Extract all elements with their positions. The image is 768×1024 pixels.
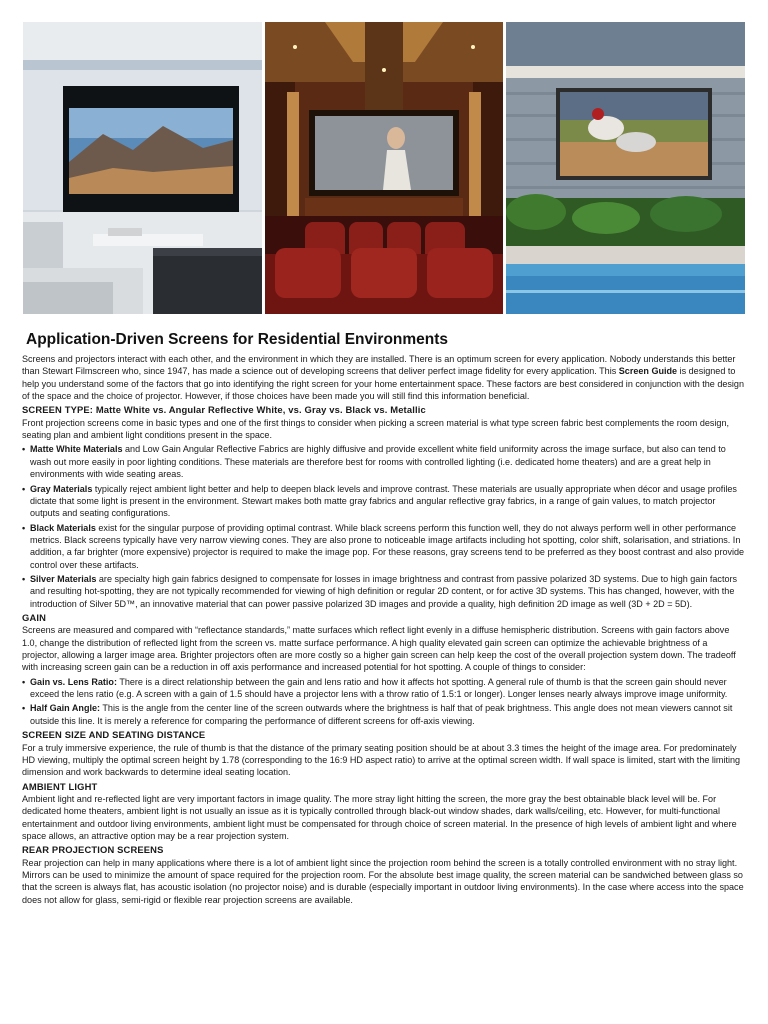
screen-type-paragraph: Front projection screens come in basic types and one of the first things to consider when picking a screen material is what type screen fabric best complements the room design, seating plan and ambient light conditions present in the space. bbox=[22, 417, 730, 441]
list-item: • Half Gain Angle: This is the angle from the center line of the screen outwards where the brightness is half that of peak brightness. This angle does not mean viewers cannot sit outside this line. It is merely a reference for comparing the performance of different screens for off-axis viewing. bbox=[22, 702, 746, 727]
list-item: • Black Materials exist for the singular purpose of providing optimal contrast. While black screens perform this function well, they do not always perform well in other performance metrics. Black screens typically have very narrow viewing cones. They are also prone to noticeable image artifacts including hot spotting, color shift, solarisation, and striations. In addition, a far brighter (more expensive) projector is required to make the image pop. For these reasons, gray screens tend to be preferred as they boost contrast and also provide control over these artifacts. bbox=[22, 522, 746, 571]
living-room-photo bbox=[23, 22, 262, 314]
outdoor-pool-photo bbox=[506, 22, 745, 314]
page-title: Application-Driven Screens for Residential Environments bbox=[26, 331, 449, 348]
gain-list bbox=[22, 676, 746, 727]
gain-paragraph: Screens are measured and compared with “reflectance standards,” matte surfaces which reflect light evenly in a diffuse hemispheric distribution. Screens with gain factors above 1.0, change the distribution of reflected light from the screen vs. matte surface performance. A high quality elevated gain screen can optimize the achievable brightness of a projector, allowing a larger image area. Brighter projectors often are more costly so a higher gain screen can help keep the cost of the overall projection system down. The tradeoff with increasing screen gain can be a reduction in off axis performance and increased potential for hot spotting. A couple of things to consider: bbox=[22, 625, 736, 673]
screen-size-heading: SCREEN SIZE AND SEATING DISTANCE bbox=[22, 729, 206, 741]
list-item: • Gray Materials typically reject ambient light better and help to deepen black levels and improve contrast. These materials are usually appropriate when décor and usage profiles dictate that some light is present in the environment. Stewart makes both matte gray fabrics and angular reflective gray fabrics, in a range of gain values, to match projector outputs and seating configurations. bbox=[22, 483, 746, 520]
list-item: • Matte White Materials and Low Gain Angular Reflective Fabrics are highly diffusive and provide excellent white field uniformity across the image surface, but also can tend to wash out more easily in poor lighting conditions. These materials are therefore best for rooms with controlled lighting (i.e. dedicated home theaters) and are a great help in environments with wide seating areas. bbox=[22, 443, 746, 480]
photo-strip bbox=[23, 22, 745, 314]
screen-type-list bbox=[22, 443, 746, 609]
screen-size-paragraph: For a truly immersive experience, the rule of thumb is that the distance of the primary seating position should be at about 3.3 times the height of the image area. For predominately HD viewing, multiply the optimal screen height by 1.78 (corresponding to the 16:9 HD aspect ratio) to arrive at the optimal screen width. If wall space is limited, start with the limiting dimension and work backwards to determine ideal seating location. bbox=[22, 742, 741, 778]
article bbox=[22, 330, 746, 906]
screen-guide-emphasis: Screen Guide bbox=[618, 366, 678, 377]
intro-paragraph: Screens and projectors interact with each other, and the environment in which they are installed. There is an optimum screen for every application. Nobody understands this better than Stewart Filmscreen who, since 1947, has made a science out of developing screens that deliver perfect image fidelity for every application. This Screen Guide is designed to help you understand some of the factors that go into identifying the right screen for your home entertainment space. These factors are best considered in conjunction with the design of the space and the choice of projector. However, if those choices have been made you will still find this information beneficial. bbox=[22, 354, 744, 402]
gain-heading: GAIN bbox=[22, 611, 47, 623]
rear-projection-paragraph: Rear projection can help in many applications where there is a lot of ambient light since the projection room behind the screen is a totally controlled environment with no stray light. Mirrors can be used to minimize the amount of space required for the projection room. For the absolute best image quality, the screen material can be sandwiched between glass so that the screen is always flat, has acoustic isolation (no projector noise) and is durable (especially important in outdoor living environments). In the case where access into the space does not allow for glass, semi-rigid or flexible rear projection screens are available. bbox=[22, 857, 744, 905]
screen-type-heading: SCREEN TYPE: Matte White vs. Angular Reflective White, vs. Gray vs. Black vs. Metallic bbox=[22, 404, 426, 416]
list-item: • Silver Materials are specialty high gain fabrics designed to compensate for losses in image brightness and contrast from passive polarized 3D systems. Due to high gain factors and resulting hot-spotting, they are not typically recommended for viewing of high definition or regular 2D content, or for active 3D systems. This has changed, however, with the introduction of Silver 5D™, an innovative material that can power passive polarized 3D images and provide a quality, high definition 2D image as well (3D + 2D = 5D). bbox=[22, 573, 746, 610]
ambient-light-heading: AMBIENT LIGHT bbox=[22, 780, 98, 792]
rear-projection-heading: REAR PROJECTION SCREENS bbox=[22, 844, 164, 856]
ambient-light-paragraph: Ambient light and re-reflected light are very important factors in image quality. The more stray light hitting the screen, the more gray the best obtainable black level will be. For dedicated home theaters, ambient light is not usually an issue as it is typically controlled through black-out window shades, dark walls/ceiling, etc. However, for multi-functional entertainment and outdoor living environments, ambient light must be compensated for through choice of screen material. In the presence of high levels of ambient light and where space allows, an attractive option may be a rear projection system. bbox=[22, 793, 737, 841]
home-theater-photo bbox=[265, 22, 503, 314]
list-item: • Gain vs. Lens Ratio: There is a direct relationship between the gain and lens ratio and how it affects hot spotting. A general rule of thumb is that the screen gain should never exceed the lens ratio (e.g. A screen with a gain of 1.5 should have a projector lens with a throw ratio of 1.5:1 or longer). Longer lenses nearly always improve image uniformity. bbox=[22, 676, 746, 701]
